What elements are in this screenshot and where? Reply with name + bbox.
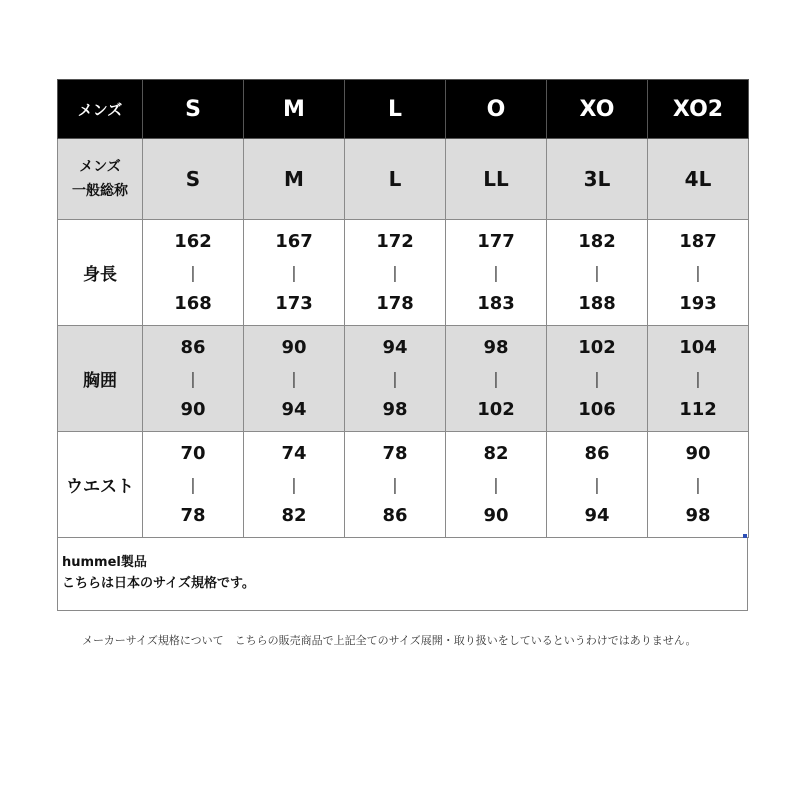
header-label: メンズ: [58, 80, 143, 139]
range-cell: [547, 432, 648, 538]
range-cell: [648, 220, 749, 326]
header-size: O: [446, 80, 547, 139]
range-min: 86: [180, 337, 206, 358]
range-min: 98: [483, 337, 509, 358]
range-value: [345, 438, 445, 531]
range-max: 102: [477, 399, 515, 420]
range-cell: [648, 432, 749, 538]
range-value: [143, 332, 243, 425]
note-box: [57, 538, 748, 611]
footer-disclaimer: メーカーサイズ規格について こちらの販売商品で上記全てのサイズ展開・取り扱いをしているというわけではありません。: [82, 634, 697, 647]
range-separator: |: [392, 263, 398, 282]
header-size: S: [143, 80, 244, 139]
range-min: 94: [382, 337, 408, 358]
range-min: 74: [281, 443, 307, 464]
range-separator: |: [594, 369, 600, 388]
header-size: XO2: [648, 80, 749, 139]
range-cell: [345, 326, 446, 432]
note-standard: こちらは日本のサイズ規格です。: [62, 576, 255, 591]
range-min: 102: [578, 337, 616, 358]
range-value: [648, 438, 748, 531]
range-cell: [345, 220, 446, 326]
range-min: 82: [483, 443, 509, 464]
range-min: 104: [679, 337, 717, 358]
range-max: 106: [578, 399, 616, 420]
range-cell: [446, 326, 547, 432]
note-brand: hummel製品: [62, 555, 147, 570]
range-separator: |: [594, 263, 600, 282]
range-separator: |: [493, 369, 499, 388]
size-chart: [57, 79, 748, 611]
range-max: 188: [578, 293, 616, 314]
general-size: 3L: [547, 139, 648, 220]
range-min: 177: [477, 231, 515, 252]
range-separator: |: [291, 263, 297, 282]
range-separator: |: [493, 263, 499, 282]
header-size: L: [345, 80, 446, 139]
range-separator: |: [190, 263, 196, 282]
general-size: 4L: [648, 139, 749, 220]
range-cell: [143, 326, 244, 432]
range-separator: |: [695, 369, 701, 388]
range-value: [446, 438, 546, 531]
range-cell: [547, 220, 648, 326]
general-size: L: [345, 139, 446, 220]
range-max: 98: [382, 399, 408, 420]
range-min: 162: [174, 231, 212, 252]
range-value: [547, 438, 647, 531]
range-value: [345, 226, 445, 319]
range-max: 98: [685, 505, 711, 526]
range-max: 86: [382, 505, 408, 526]
waist-row: [58, 432, 749, 538]
range-max: 94: [584, 505, 610, 526]
range-cell: [244, 432, 345, 538]
range-value: [244, 332, 344, 425]
range-value: [244, 226, 344, 319]
range-max: 178: [376, 293, 414, 314]
range-cell: [547, 326, 648, 432]
row-label-chest: 胸囲: [58, 326, 143, 432]
range-cell: [244, 220, 345, 326]
range-separator: |: [594, 475, 600, 494]
general-size: S: [143, 139, 244, 220]
range-value: [648, 226, 748, 319]
range-max: 90: [483, 505, 509, 526]
range-max: 193: [679, 293, 717, 314]
range-value: [345, 332, 445, 425]
range-separator: |: [392, 475, 398, 494]
header-size: XO: [547, 80, 648, 139]
range-max: 173: [275, 293, 313, 314]
row-label-height: 身長: [58, 220, 143, 326]
range-cell: [446, 432, 547, 538]
range-min: 86: [584, 443, 610, 464]
height-row: [58, 220, 749, 326]
range-min: 78: [382, 443, 408, 464]
range-cell: [648, 326, 749, 432]
range-value: [143, 226, 243, 319]
range-max: 94: [281, 399, 307, 420]
general-label-line1: メンズ: [79, 159, 121, 175]
range-value: [547, 226, 647, 319]
range-max: 168: [174, 293, 212, 314]
range-separator: |: [190, 475, 196, 494]
range-value: [143, 438, 243, 531]
header-row: [58, 80, 749, 139]
range-value: [547, 332, 647, 425]
range-separator: |: [695, 263, 701, 282]
range-separator: |: [695, 475, 701, 494]
range-separator: |: [291, 475, 297, 494]
range-min: 90: [685, 443, 711, 464]
range-separator: |: [190, 369, 196, 388]
general-size-row: [58, 139, 749, 220]
range-max: 90: [180, 399, 206, 420]
range-min: 187: [679, 231, 717, 252]
general-size: LL: [446, 139, 547, 220]
range-max: 78: [180, 505, 206, 526]
range-cell: [345, 432, 446, 538]
range-value: [446, 332, 546, 425]
range-min: 70: [180, 443, 206, 464]
range-max: 183: [477, 293, 515, 314]
range-cell: [446, 220, 547, 326]
general-label: [58, 139, 143, 220]
range-max: 112: [679, 399, 717, 420]
range-value: [244, 438, 344, 531]
general-label-line2: 一般総称: [72, 183, 128, 199]
range-max: 82: [281, 505, 307, 526]
range-separator: |: [291, 369, 297, 388]
range-value: [446, 226, 546, 319]
range-value: [648, 332, 748, 425]
range-min: 167: [275, 231, 313, 252]
range-cell: [143, 432, 244, 538]
range-separator: |: [493, 475, 499, 494]
general-size: M: [244, 139, 345, 220]
row-label-waist: ウエスト: [58, 432, 143, 538]
range-cell: [143, 220, 244, 326]
range-cell: [244, 326, 345, 432]
corner-marker: [743, 534, 747, 538]
range-min: 182: [578, 231, 616, 252]
chest-row: [58, 326, 749, 432]
range-min: 90: [281, 337, 307, 358]
header-size: M: [244, 80, 345, 139]
range-min: 172: [376, 231, 414, 252]
size-table: [57, 79, 749, 538]
range-separator: |: [392, 369, 398, 388]
